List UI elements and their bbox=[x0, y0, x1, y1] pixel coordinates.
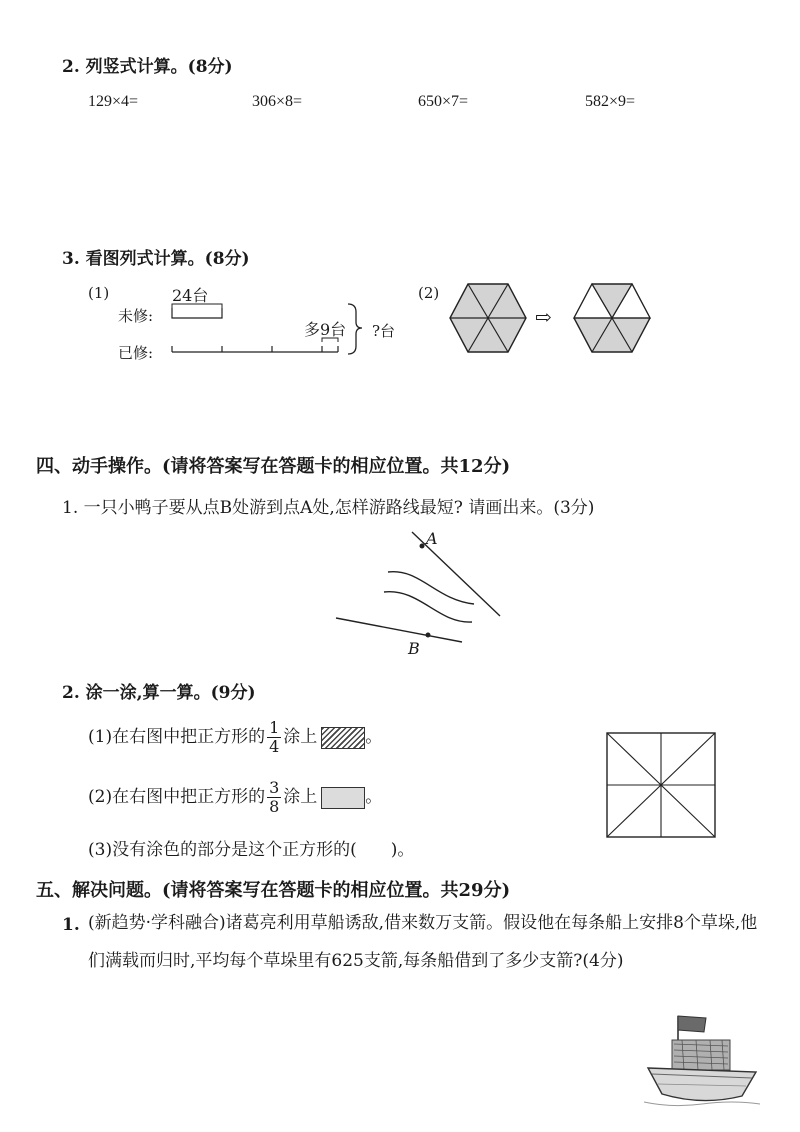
sec4-q1: 1. 一只小鸭子要从点B处游到点A处,怎样游路线最短? 请画出来。(3分) bbox=[62, 498, 595, 518]
boat-illustration bbox=[642, 1010, 762, 1114]
gray-swatch bbox=[321, 787, 365, 809]
sec5-q1-text: (新趋势·学科融合)诸葛亮利用草船诱敌,借来数万支箭。假设他在每条船上安排8个草垛,他们满载而归时,平均每个草垛里有625支箭,每条船借到了多少支箭?(4分) bbox=[88, 913, 758, 971]
fraction-1-4: $\frac{1}{4}$ bbox=[269, 718, 280, 756]
point-b-label: B bbox=[408, 639, 420, 658]
yixiu-label: 已修: bbox=[118, 344, 154, 362]
q3-title: 3. 看图列式计算。(8分) bbox=[62, 249, 250, 269]
section-4-title: 四、动手操作。(请将答案写在答题卡的相应位置。共12分) bbox=[36, 456, 511, 477]
hatched-swatch bbox=[321, 727, 365, 749]
top-value-label: 24台 bbox=[172, 286, 209, 305]
sec4-q2-title: 2. 涂一涂,算一算。(9分) bbox=[62, 683, 256, 703]
arrow-icon: ⇨ bbox=[535, 305, 552, 329]
expr-2: 306×8= bbox=[252, 93, 303, 110]
sec5-q1-number: 1. bbox=[62, 915, 80, 935]
point-a-label: A bbox=[426, 529, 438, 548]
weixiu-label: 未修: bbox=[118, 307, 154, 325]
question-label: ?台 bbox=[372, 322, 396, 340]
sec4-q2-part1: (1)在右图中把正方形的 $\frac{1}{4}$ 涂上 。 bbox=[88, 718, 383, 756]
square-figure[interactable] bbox=[606, 732, 716, 838]
q3-part2-label: (2) bbox=[418, 284, 440, 302]
more-value-label: 多9台 bbox=[304, 320, 347, 339]
expr-3: 650×7= bbox=[418, 93, 469, 110]
expr-1: 129×4= bbox=[88, 93, 139, 110]
q2-title: 2. 列竖式计算。(8分) bbox=[62, 57, 233, 77]
expr-4: 582×9= bbox=[585, 93, 636, 110]
sec4-q2-part2: (2)在右图中把正方形的 $\frac{3}{8}$ 涂上 。 bbox=[88, 778, 383, 816]
fraction-3-8: $\frac{3}{8}$ bbox=[269, 778, 280, 816]
section-5-title: 五、解决问题。(请将答案写在答题卡的相应位置。共29分) bbox=[36, 880, 511, 901]
q3-part1-label: (1) bbox=[88, 284, 110, 302]
sec4-q2-part3: (3)没有涂色的部分是这个正方形的( )。 bbox=[88, 840, 415, 860]
